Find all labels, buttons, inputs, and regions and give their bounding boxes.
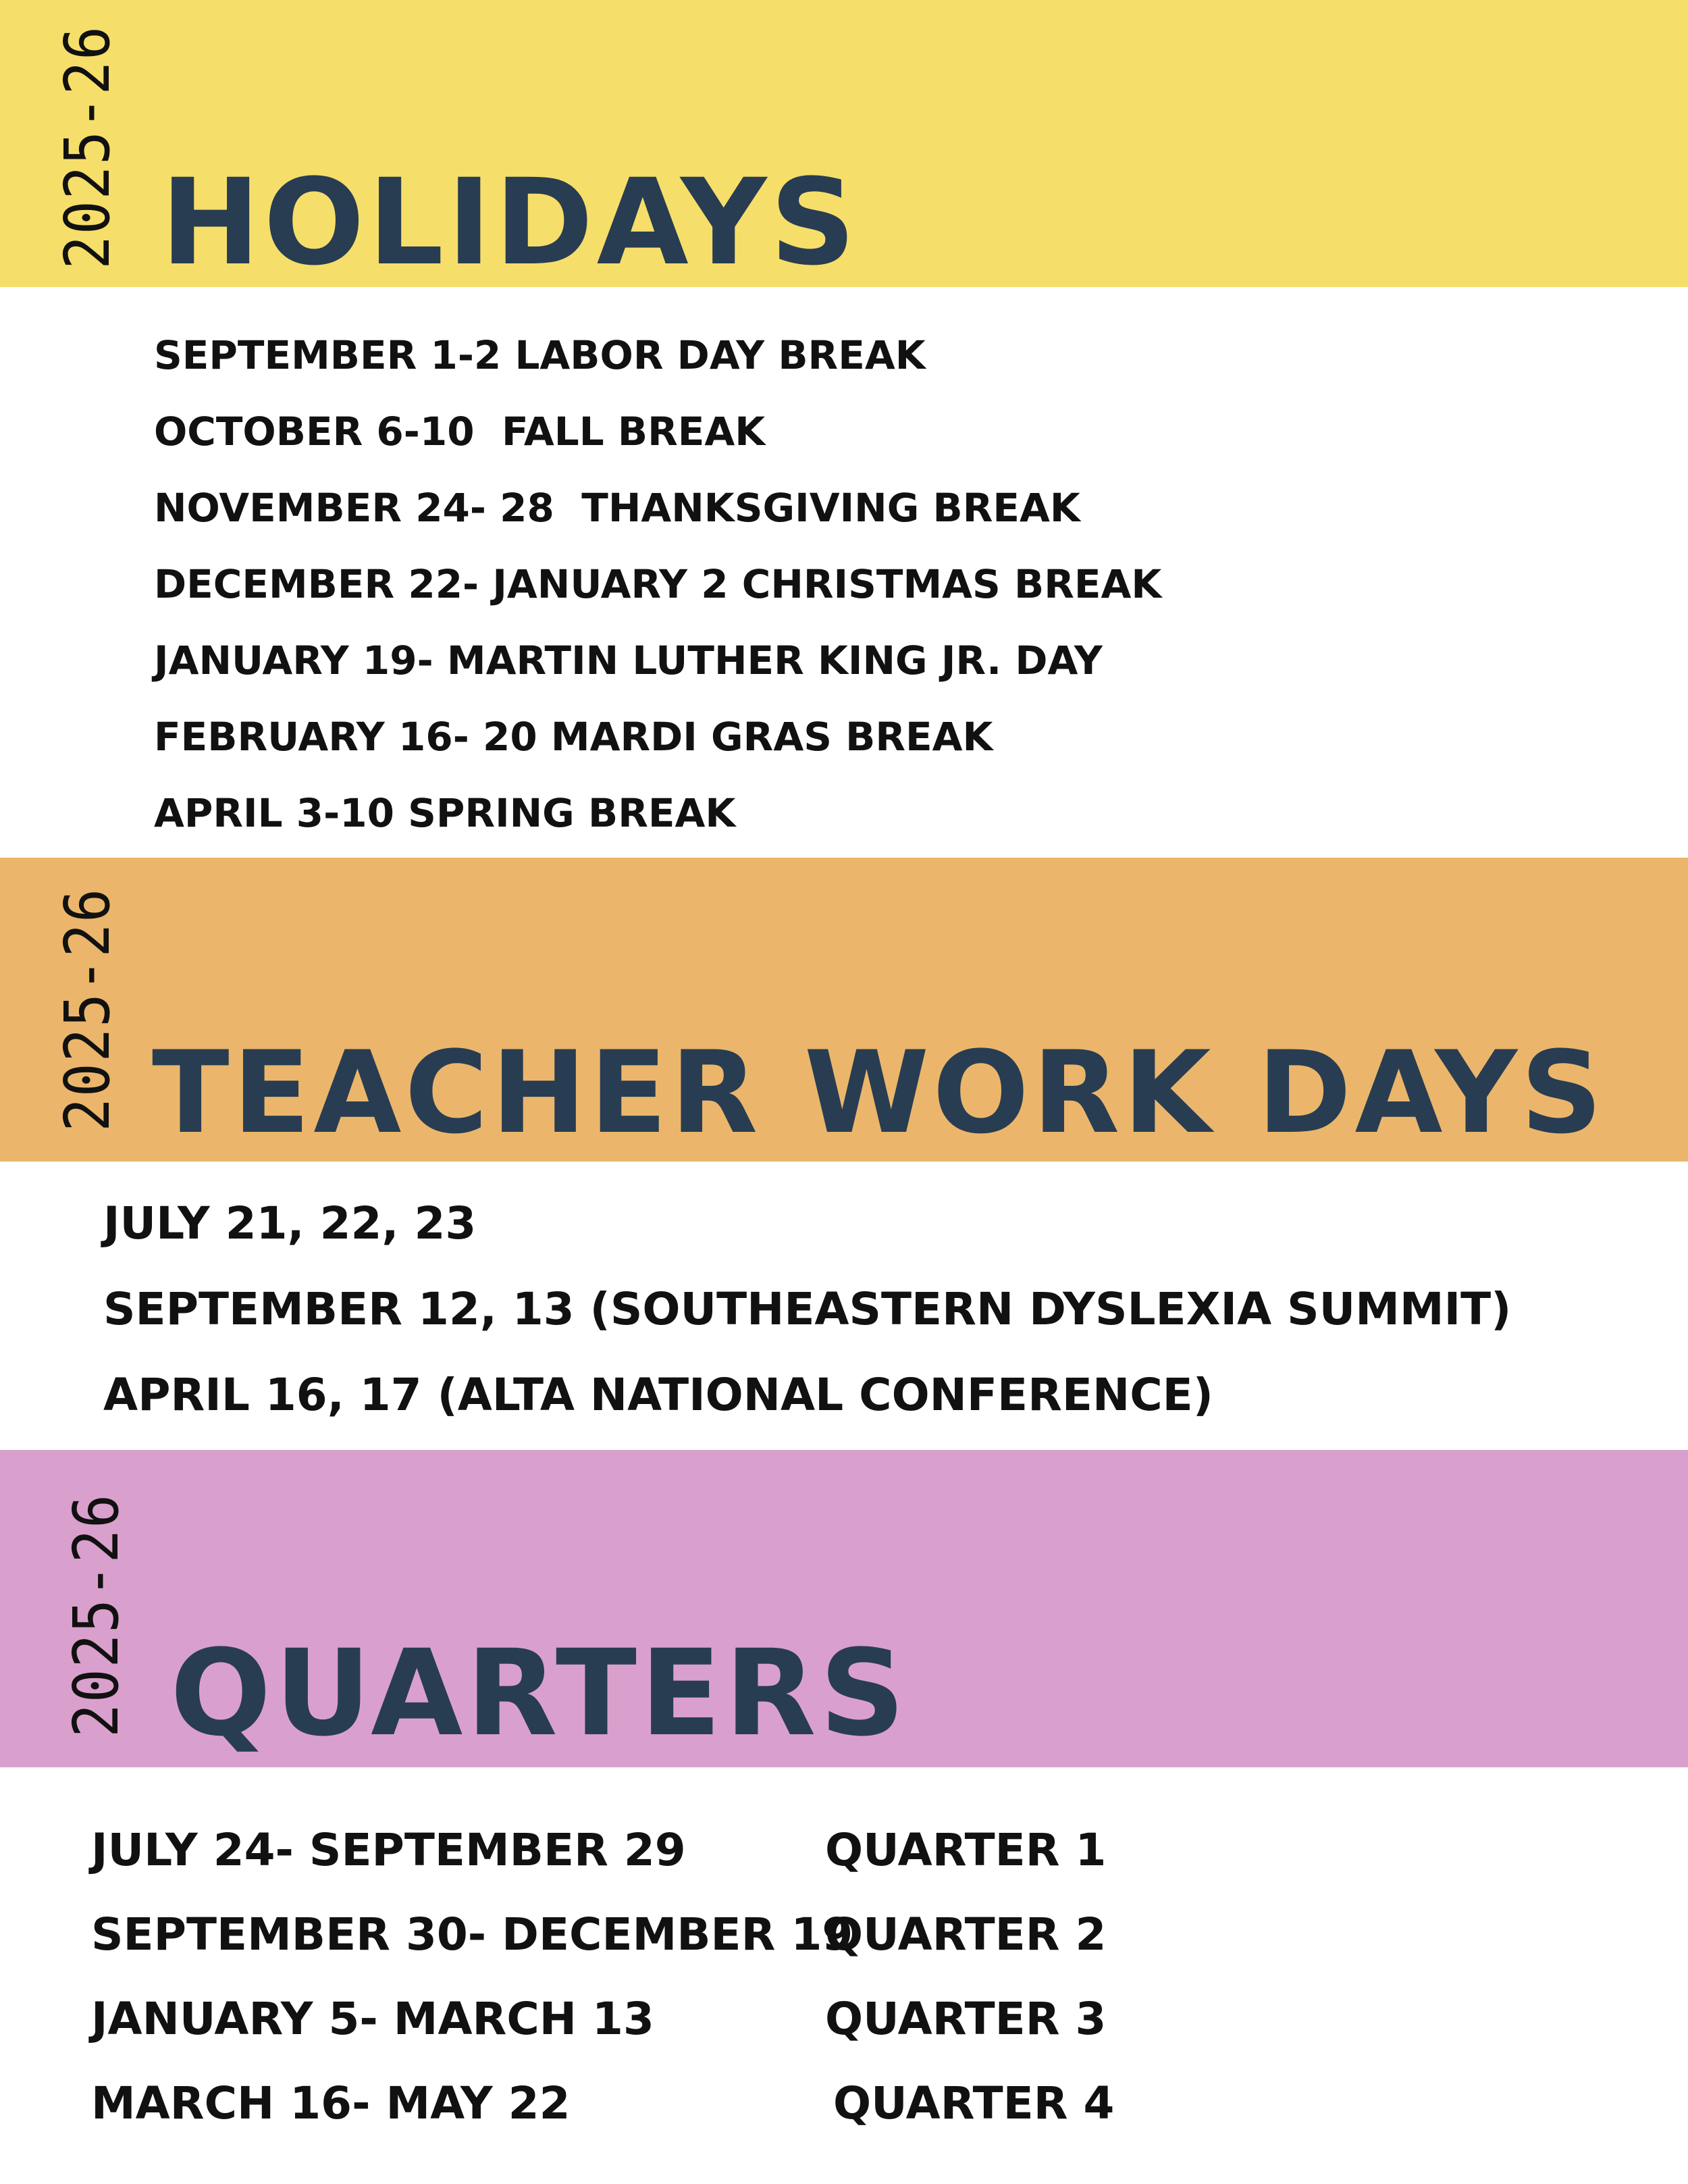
quarter-name: QUARTER 3 xyxy=(825,1993,1107,2045)
holiday-item: JANUARY 19- MARTIN LUTHER KING JR. DAY xyxy=(154,638,1103,683)
quarter-date-range: MARCH 16- MAY 22 xyxy=(91,2077,571,2129)
holiday-item: DECEMBER 22- JANUARY 2 CHRISTMAS BREAK xyxy=(154,561,1162,607)
quarters-title: QUARTERS xyxy=(170,1624,909,1763)
teacher-work-days-year-label: 2025-26 xyxy=(51,887,124,1132)
holiday-item: OCTOBER 6-10 FALL BREAK xyxy=(154,409,766,454)
holiday-item: APRIL 3-10 SPRING BREAK xyxy=(154,790,736,836)
teacher-work-day-item: APRIL 16, 17 (ALTA NATIONAL CONFERENCE) xyxy=(103,1369,1213,1421)
teacher-work-days-title: TEACHER WORK DAYS xyxy=(152,1026,1606,1159)
quarter-date-range: JULY 24- SEPTEMBER 29 xyxy=(91,1824,686,1876)
holidays-title: HOLIDAYS xyxy=(161,153,860,292)
holidays-year-label: 2025-26 xyxy=(51,25,124,269)
teacher-work-day-item: JULY 21, 22, 23 xyxy=(103,1197,477,1249)
quarters-year-label: 2025-26 xyxy=(60,1493,132,1738)
quarter-name: QUARTER 4 xyxy=(833,2077,1115,2129)
quarter-name: QUARTER 1 xyxy=(825,1824,1107,1876)
holiday-item: FEBRUARY 16- 20 MARDI GRAS BREAK xyxy=(154,714,993,760)
teacher-work-day-item: SEPTEMBER 12, 13 (SOUTHEASTERN DYSLEXIA SUMMIT) xyxy=(103,1283,1512,1335)
holiday-item: SEPTEMBER 1-2 LABOR DAY BREAK xyxy=(154,332,926,378)
holiday-item: NOVEMBER 24- 28 THANKSGIVING BREAK xyxy=(154,485,1080,531)
quarter-name: QUARTER 2 xyxy=(825,1908,1107,1960)
quarter-date-range: SEPTEMBER 30- DECEMBER 19 xyxy=(91,1908,853,1960)
quarter-date-range: JANUARY 5- MARCH 13 xyxy=(91,1993,654,2045)
